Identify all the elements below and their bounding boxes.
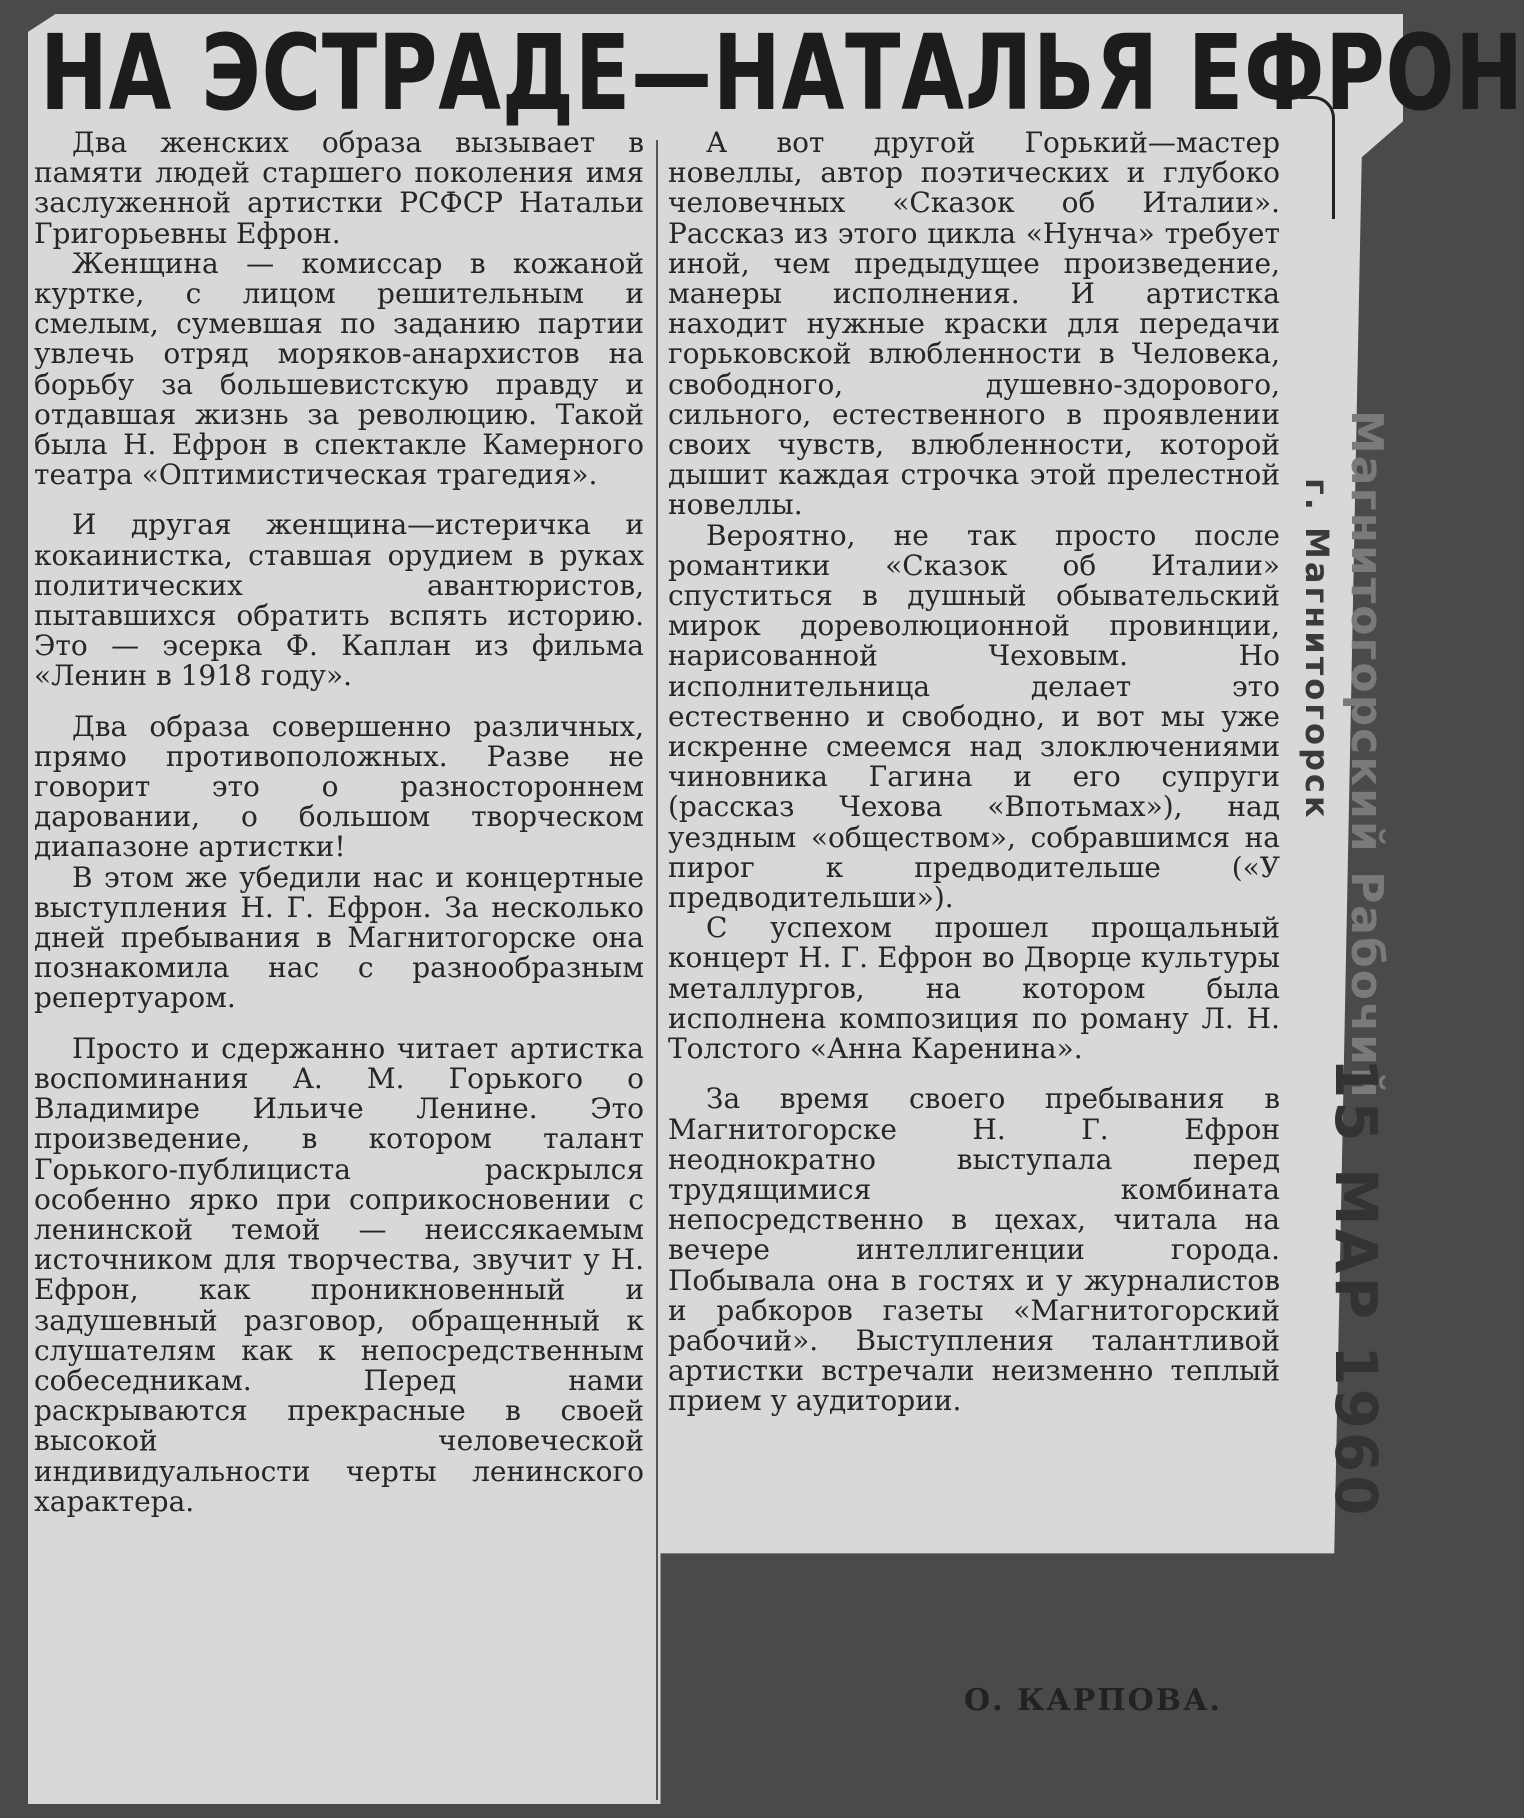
right-column: [668, 128, 1280, 1417]
paragraph: В этом же убедили нас и концертные выступления Н. Г. Ефрон. За несколько дней пребывания в Магнитогорске она познакомила нас с разнообразным репертуаром.: [34, 860, 644, 1015]
paragraph: Два женских образа вызывает в памяти людей старшего поколения имя заслуженной артистки РСФСР Натальи Григорьевны Ефрон.: [34, 126, 644, 250]
author-signature: О. КАРПОВА.: [964, 1683, 1223, 1718]
date-stamp: 15 МАР 1960: [1322, 1058, 1390, 1519]
paragraph: А вот другой Горький—мастер новеллы, автор поэтических и глубоко человечных «Сказок об Италии». Рассказ из этого цикла «Нунча» требует иной, чем предыдущее произведение, манеры исполнения. И артистка находит нужные краски для передачи горьковской влюбленности в Человека, свободного, душевно-здорового, сильного, естественного в проявлении своих чувств, влюбленности, которой дышит каждая строчка этой прелестной новеллы.: [668, 126, 1280, 522]
left-column: [34, 128, 644, 1517]
article-headline: НА ЭСТРАДЕ—НАТАЛЬЯ ЕФРОН: [40, 12, 1524, 134]
paragraph: Вероятно, не так просто после романтики «Сказок об Италии» спуститься в душный обывательский мирок дореволюционной провинции, нарисованной Чеховым. Но исполнительница делает это естественно и свободно, и вот мы уже искренне смеемся над злоключениями чиновника Гагина и его супруги (рассказ Чехова «Впотьмах»), над уездным «обществом», собравшимся на пирог к предводительше («У предводительши»).: [668, 518, 1280, 915]
paragraph: За время своего пребывания в Магнитогорске Н. Г. Ефрон неоднократно выступала перед трудящимися комбината непосредственно в цехах, читала на вечере интеллигенции города. Побывала она в гостях и у журналистов и рабкоров газеты «Магнитогорский рабочий». Выступления талантливой артистки встречали неизменно теплый прием у аудитории.: [668, 1082, 1280, 1418]
paragraph: И другая женщина—истеричка и кокаинистка, ставшая орудием в руках политических авантюристов, пытавшихся обратить вспять историю. Это — эсерка Ф. Каплан из фильма «Ленин в 1918 году».: [34, 508, 644, 693]
paragraph: Женщина — комиссар в кожаной куртке, с лицом решительным и смелым, сумевшая по заданию партии увлечь отряд моряков-анархистов на борьбу за большевистскую правду и отдавшая жизнь за революцию. Такой была Н. Ефрон в спектакле Камерного театра «Оптимистическая трагедия».: [34, 246, 644, 492]
column-divider: [656, 140, 658, 1800]
city-stamp: г. Магнитогорск: [1298, 478, 1336, 821]
paragraph: С успехом прошел прощальный концерт Н. Г. Ефрон во Дворце культуры металлургов, на котором была исполнена композиция по роману Л. Н. Толстого «Анна Каренина».: [668, 911, 1280, 1066]
paragraph: Просто и сдержанно читает артистка воспоминания А. М. Горького о Владимире Ильиче Ленине. Это произведение, в котором талант Горького-публициста раскрылся особенно ярко при соприкосновении с ленинской темой — неиссякаемым источником для творчества, звучит у Н. Ефрон, как проникновенный и задушевный разговор, обращенный к слушателям как к непосредственным собеседникам. Перед нами раскрываются прекрасные в своей высокой человеческой индивидуальности черты ленинского характера.: [34, 1031, 644, 1518]
paragraph: Два образа совершенно различных, прямо противоположных. Разве не говорит это о разностороннем даровании, о большом творческом диапазоне артистки!: [34, 709, 644, 864]
handwritten-mark: [1300, 96, 1335, 219]
newspaper-name-stamp: Магнитогорский Рабочий: [1341, 410, 1392, 1100]
